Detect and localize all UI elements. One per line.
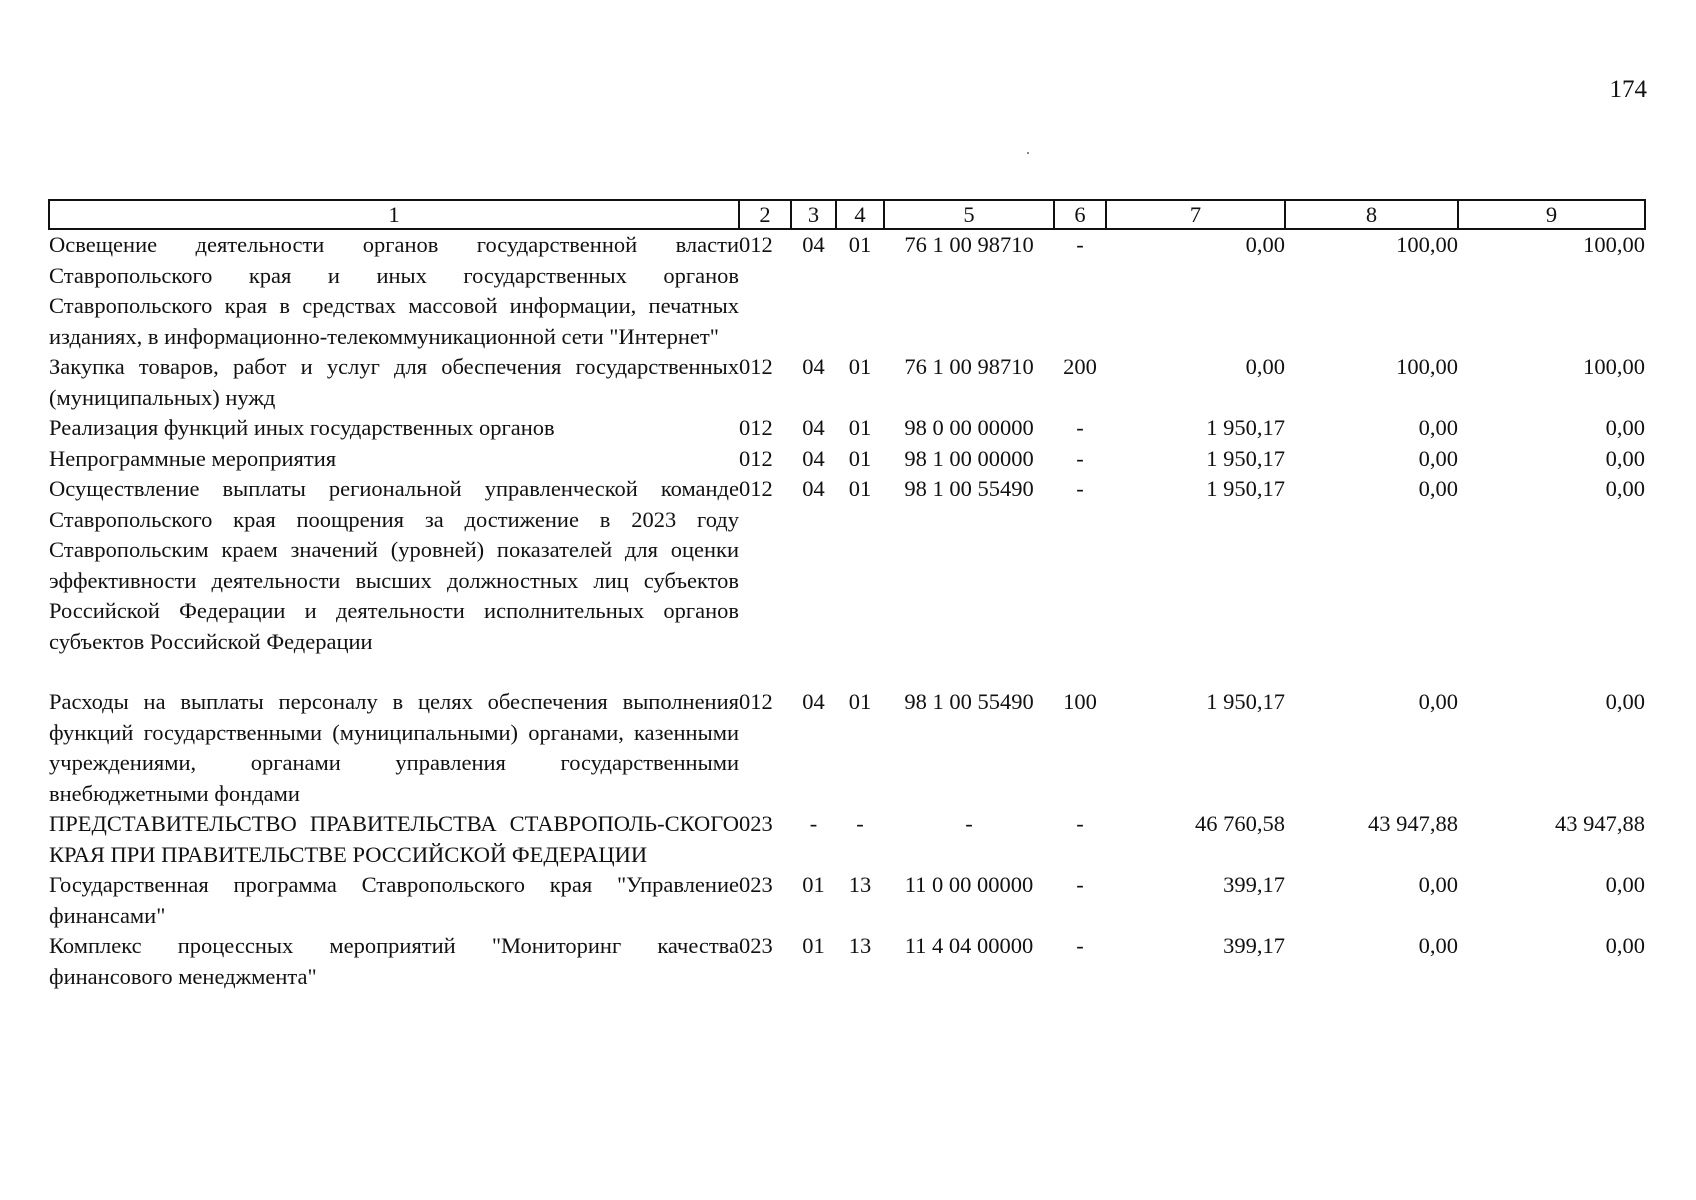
table-row [49, 809, 1645, 870]
column-header: 3 [791, 200, 836, 229]
blank-cell [49, 657, 1645, 687]
cell-amount-8: 0,00 [1418, 689, 1458, 714]
cell-amount-8: 0,00 [1418, 476, 1458, 501]
cell-section: 01 [802, 872, 825, 897]
column-header: 5 [884, 200, 1054, 229]
cell-target-article: - [965, 811, 973, 836]
row-name: Закупка товаров, работ и услуг для обеспечения государственных (муниципальных) нужд [49, 354, 739, 410]
cell-ministry-code: 023 [739, 933, 773, 958]
cell-amount-8: 0,00 [1418, 445, 1458, 471]
cell-section: 04 [802, 354, 825, 379]
cell-subsection: 13 [848, 872, 872, 897]
scan-speck [1027, 152, 1029, 154]
cell-target-article: 98 1 00 55490 [904, 689, 1034, 714]
cell-amount-9: 0,00 [1605, 415, 1645, 440]
cell-amount-7: 1 950,17 [1206, 689, 1285, 714]
column-header: 4 [836, 200, 884, 229]
page-number: 174 [1609, 76, 1647, 103]
table-row [49, 229, 1645, 352]
cell-amount-7: 46 760,58 [1195, 811, 1285, 836]
cell-amount-7: 1 950,17 [1206, 445, 1285, 471]
cell-target-article: 98 1 00 00000 [904, 445, 1034, 471]
cell-expense-type: - [1076, 415, 1084, 440]
cell-ministry-code: 012 [739, 415, 773, 440]
cell-amount-9: 100,00 [1583, 232, 1645, 257]
cell-target-article: 76 1 00 98710 [904, 232, 1034, 257]
cell-expense-type: - [1076, 933, 1084, 958]
cell-section: - [809, 811, 818, 836]
cell-amount-9: 0,00 [1605, 872, 1645, 897]
cell-amount-7: 0,00 [1245, 232, 1285, 257]
table-row [49, 444, 1645, 475]
cell-ministry-code: 012 [739, 689, 773, 714]
table-row [49, 870, 1645, 931]
column-header: 2 [739, 200, 791, 229]
cell-amount-7: 399,17 [1223, 872, 1285, 897]
column-header: 1 [49, 200, 739, 229]
cell-subsection: 01 [848, 476, 872, 501]
cell-subsection: 01 [848, 354, 872, 379]
column-header: 7 [1106, 200, 1285, 229]
cell-ministry-code: 012 [739, 232, 773, 257]
cell-subsection: 01 [848, 232, 872, 257]
cell-amount-9: 43 947,88 [1555, 811, 1645, 836]
cell-amount-8: 100,00 [1396, 232, 1458, 257]
cell-section: 04 [802, 232, 825, 257]
blank-row [49, 657, 1645, 687]
cell-section: 04 [802, 476, 825, 501]
cell-target-article: 11 0 00 00000 [904, 872, 1034, 897]
cell-subsection: 01 [848, 445, 872, 471]
cell-amount-8: 0,00 [1418, 415, 1458, 440]
row-name: Реализация функций иных государственных органов [49, 415, 555, 440]
cell-amount-8: 0,00 [1418, 933, 1458, 958]
cell-ministry-code: 012 [739, 445, 773, 471]
cell-section: 04 [802, 445, 825, 471]
cell-ministry-code: 023 [739, 872, 773, 897]
cell-amount-8: 0,00 [1418, 872, 1458, 897]
cell-subsection: 13 [848, 933, 872, 958]
column-header: 8 [1285, 200, 1458, 229]
row-name: Расходы на выплаты персоналу в целях обеспечения выполнения функций государственными (муниципальными) органами, казенными учреждениями, органами управления государственными внебюджетными фондами [49, 689, 739, 806]
table-row [49, 687, 1645, 809]
column-header: 9 [1458, 200, 1645, 229]
table-header-row [49, 200, 1645, 229]
cell-subsection: - [856, 811, 864, 836]
cell-amount-9: 0,00 [1605, 933, 1645, 958]
cell-ministry-code: 012 [739, 476, 773, 501]
row-name: Государственная программа Ставропольского края "Управление финансами" [49, 872, 739, 928]
column-header: 6 [1054, 200, 1106, 229]
budget-table [48, 199, 1646, 992]
cell-expense-type: 200 [1063, 354, 1097, 379]
cell-expense-type: - [1076, 872, 1084, 897]
cell-amount-7: 1 950,17 [1206, 415, 1285, 440]
cell-ministry-code: 012 [739, 354, 773, 379]
cell-amount-7: 399,17 [1223, 933, 1285, 958]
cell-section: 01 [802, 933, 825, 958]
cell-section: 04 [802, 689, 825, 714]
row-name: ПРЕДСТАВИТЕЛЬСТВО ПРАВИТЕЛЬСТВА СТАВРОПОЛЬ-СКОГО КРАЯ ПРИ ПРАВИТЕЛЬСТВЕ РОССИЙСКОЙ ФЕДЕРАЦИИ [49, 811, 739, 867]
cell-expense-type: 100 [1063, 689, 1097, 714]
cell-expense-type: - [1076, 811, 1084, 836]
cell-expense-type: - [1076, 445, 1084, 471]
cell-amount-7: 0,00 [1245, 354, 1285, 379]
cell-amount-9: 100,00 [1583, 354, 1645, 379]
cell-target-article: 98 1 00 55490 [904, 476, 1034, 501]
cell-amount-8: 43 947,88 [1368, 811, 1458, 836]
cell-amount-9: 0,00 [1605, 445, 1645, 471]
cell-subsection: 01 [848, 689, 872, 714]
cell-ministry-code: 023 [739, 811, 773, 836]
table-row [49, 413, 1645, 444]
table-row [49, 474, 1645, 657]
table-row [49, 931, 1645, 992]
table-row [49, 352, 1645, 413]
row-name: Осуществление выплаты региональной управленческой команде Ставропольского края поощрения за достижение в 2023 году Ставропольским краем значений (уровней) показателей для оценки эффективности деятельности высших должностных лиц субъектов Российской Федерации и деятельности исполнительных органов субъектов Российской Федерации [49, 476, 739, 654]
cell-amount-8: 100,00 [1396, 354, 1458, 379]
cell-amount-9: 0,00 [1605, 476, 1645, 501]
cell-target-article: 11 4 04 00000 [904, 933, 1034, 958]
cell-subsection: 01 [848, 415, 872, 440]
row-name: Непрограммные мероприятия [49, 445, 337, 471]
cell-section: 04 [802, 415, 825, 440]
cell-expense-type: - [1076, 476, 1084, 501]
cell-expense-type: - [1076, 232, 1084, 257]
row-name: Освещение деятельности органов государственной власти Ставропольского края и иных государственных органов Ставропольского края в средствах массовой информации, печатных изданиях, в информационно-телекоммуникационной сети "Интернет" [49, 232, 739, 349]
cell-amount-9: 0,00 [1605, 689, 1645, 714]
row-name: Комплекс процессных мероприятий "Мониторинг качества финансового менеджмента" [49, 933, 739, 989]
cell-amount-7: 1 950,17 [1206, 476, 1285, 501]
cell-target-article: 76 1 00 98710 [904, 354, 1034, 379]
cell-target-article: 98 0 00 00000 [904, 415, 1034, 440]
